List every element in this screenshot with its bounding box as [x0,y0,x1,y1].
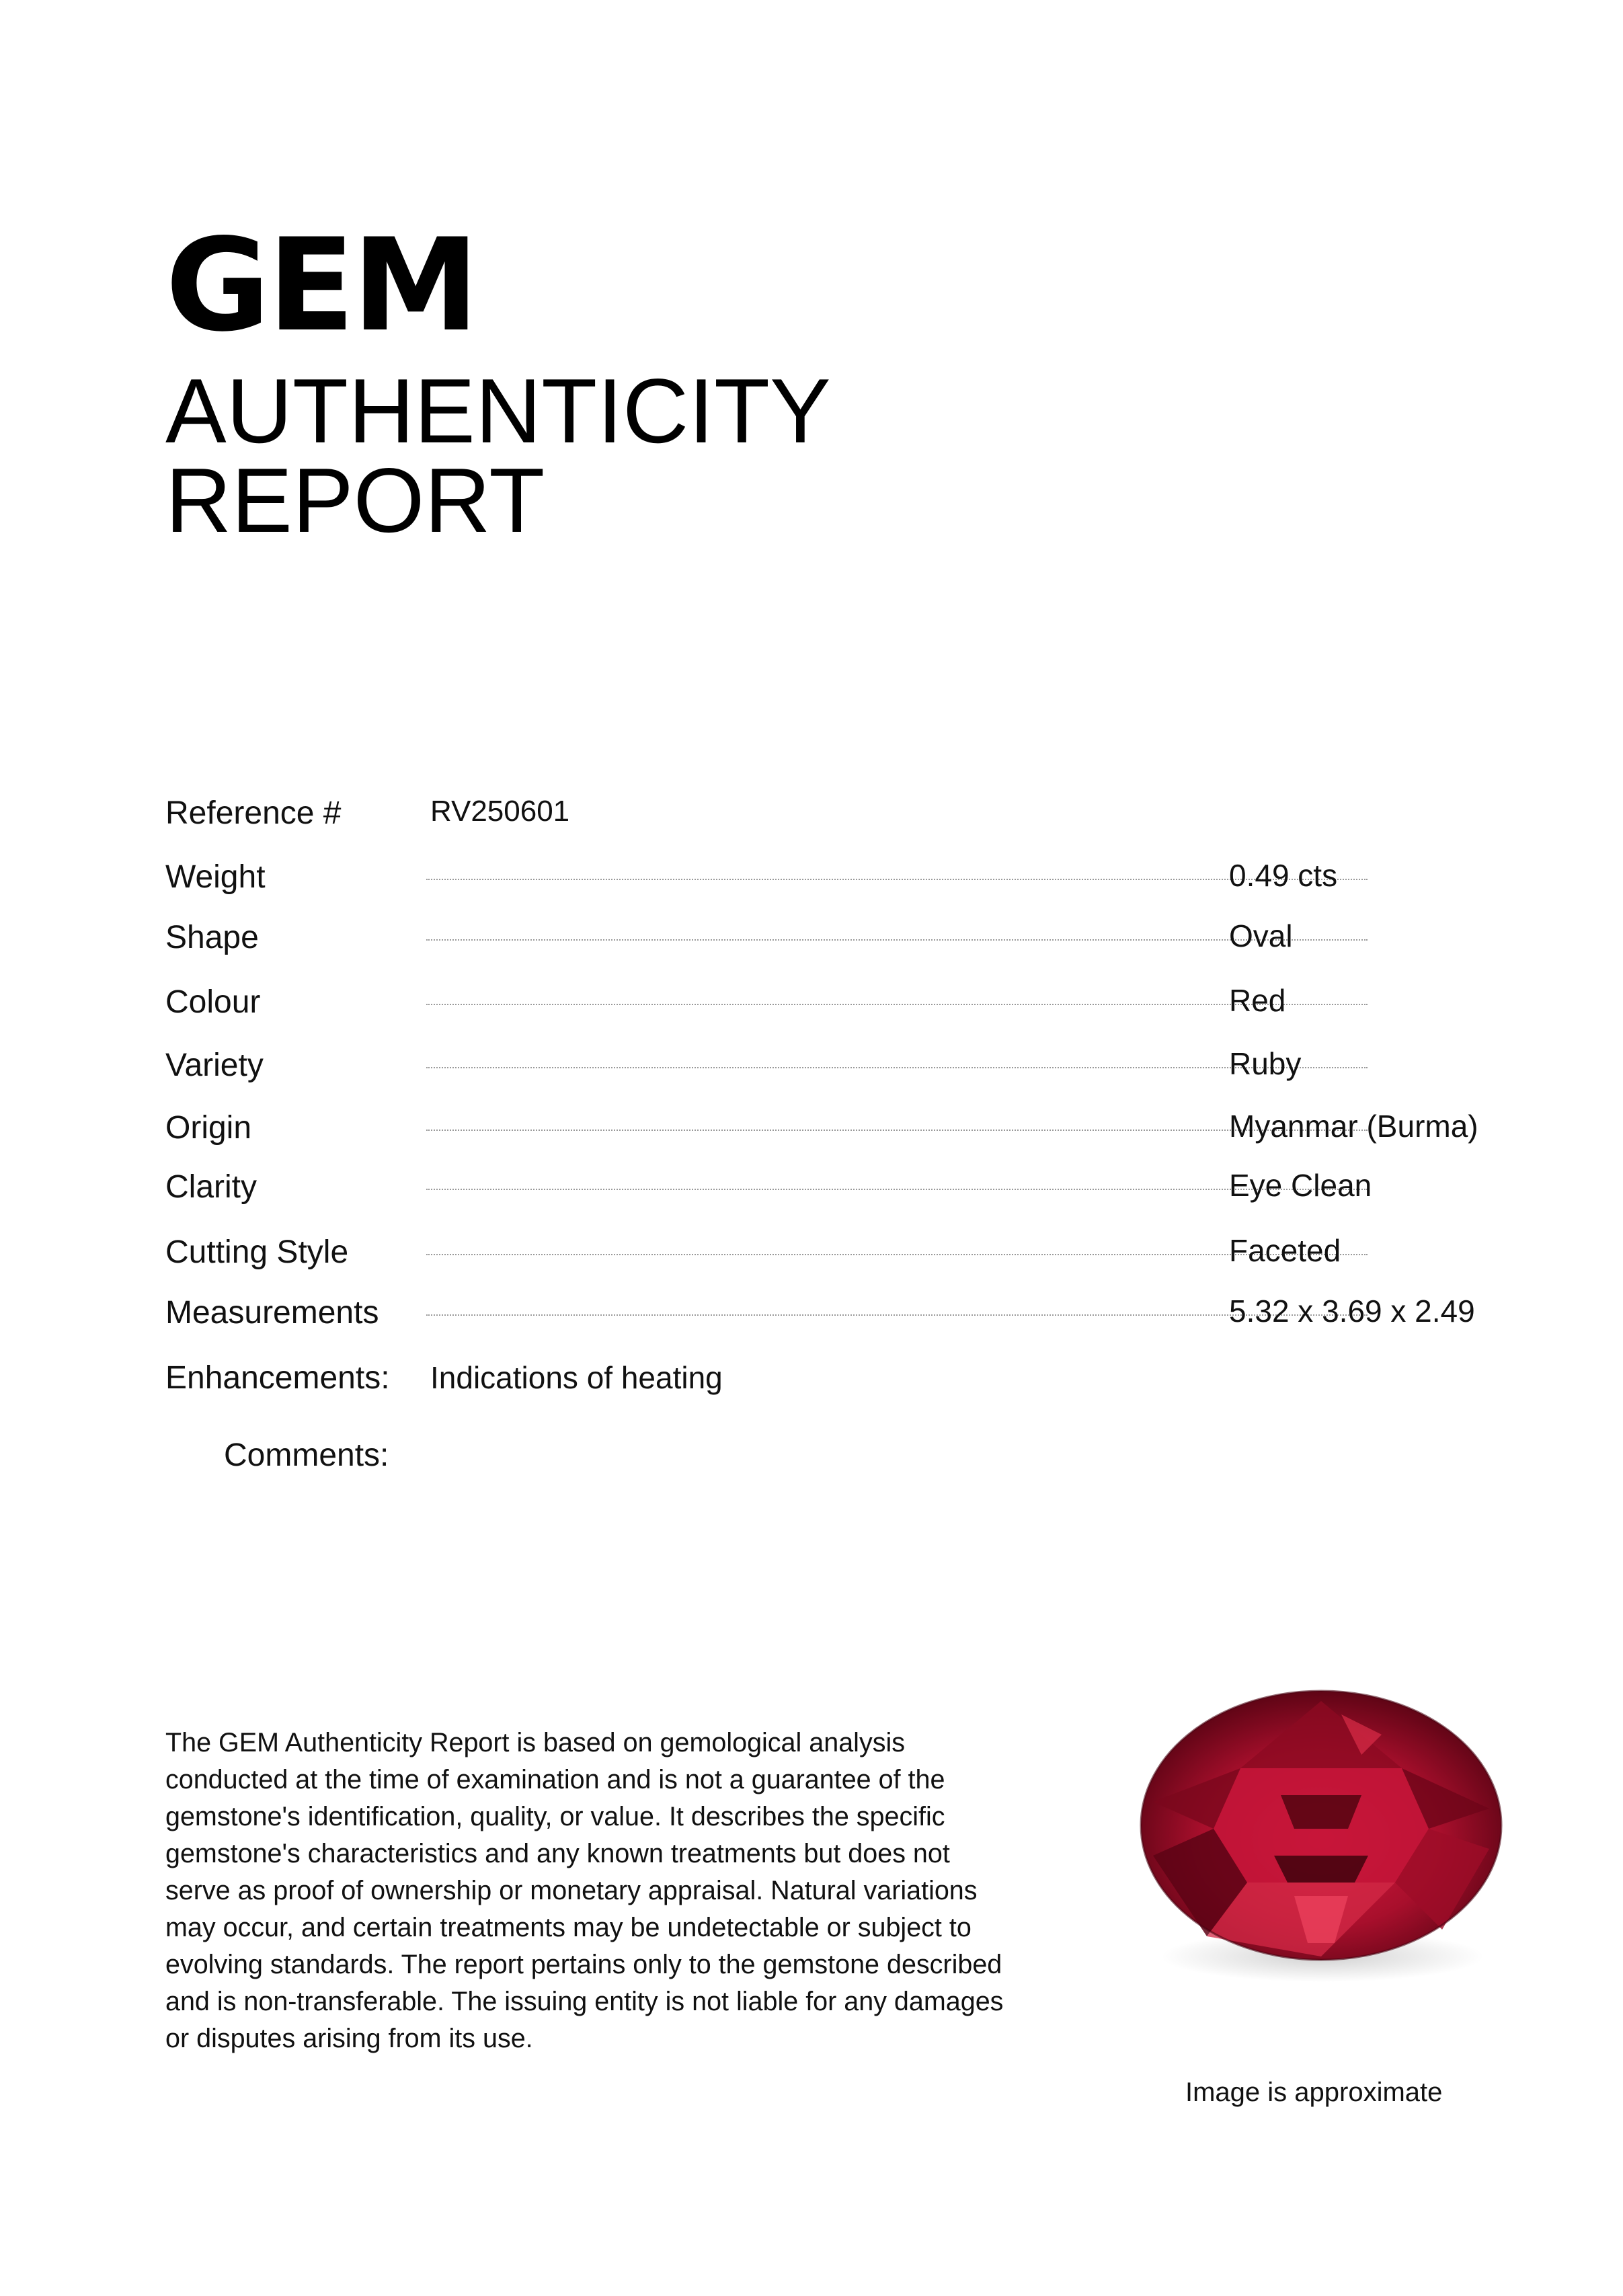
spec-label: Variety [165,1047,264,1083]
comments-label: Comments: [224,1437,389,1473]
subtitle-line-1: AUTHENTICITY [165,360,831,462]
ruby-gem-image [1126,1674,1516,1997]
spec-row-measurements [165,1294,1510,1335]
spec-label: Colour [165,984,261,1020]
spec-leader [426,939,1368,941]
spec-leader [426,1004,1368,1005]
spec-label: Clarity [165,1169,258,1205]
spec-row-shape [165,919,1510,959]
spec-value: Myanmar (Burma) [1229,1109,1478,1144]
image-caption: Image is approximate [1185,2077,1443,2107]
gem-dark-facet [1274,1856,1368,1883]
spec-leader [426,1254,1368,1255]
spec-label: Shape [165,920,259,955]
spec-row-colour [165,984,1510,1024]
spec-label: Cutting Style [165,1234,349,1270]
spec-label: Measurements [165,1295,379,1331]
spec-value: Red [1229,983,1286,1018]
spec-row-variety [165,1047,1510,1087]
reference-label: Reference # [165,795,342,831]
spec-label: Origin [165,1110,252,1146]
spec-value: 5.32 x 3.69 x 2.49 [1229,1294,1475,1329]
gem-dark-facet [1281,1795,1361,1829]
spec-leader [426,1314,1368,1316]
spec-row-clarity [165,1169,1510,1209]
reference-value: RV250601 [430,795,570,828]
spec-leader [426,879,1368,880]
spec-value: 0.49 cts [1229,858,1338,893]
spec-row-cutting-style [165,1234,1510,1274]
enhancements-label: Enhancements: [165,1360,390,1396]
spec-value: Oval [1229,918,1293,953]
spec-leader [426,1189,1368,1190]
spec-row-weight [165,859,1510,899]
spec-value: Eye Clean [1229,1168,1372,1203]
spec-value: Ruby [1229,1046,1302,1081]
disclaimer-text: The GEM Authenticity Report is based on gemological analysis conducted at the time of examination and is not a guarantee of the gemstone's identification, quality, or value. It describes the specific gemstone's characteristics and any known treatments but does not serve as proof of ownership or monetary appraisal. Natural variations may occur, and certain treatments may be undetectable or subject to evolving standards. The report pertains only to the gemstone described and is non-transferable. The issuing entity is not liable for any damages or disputes arising from its use. [165,1728,1004,2053]
spec-value: Faceted [1229,1233,1341,1268]
report-title: GEM [165,211,477,360]
spec-leader [426,1130,1368,1131]
spec-label: Weight [165,859,266,895]
enhancements-value: Indications of heating [430,1360,723,1395]
subtitle-line-2: REPORT [165,449,545,551]
spec-leader [426,1067,1368,1068]
spec-row-origin [165,1109,1510,1150]
report-subtitle [165,360,831,551]
